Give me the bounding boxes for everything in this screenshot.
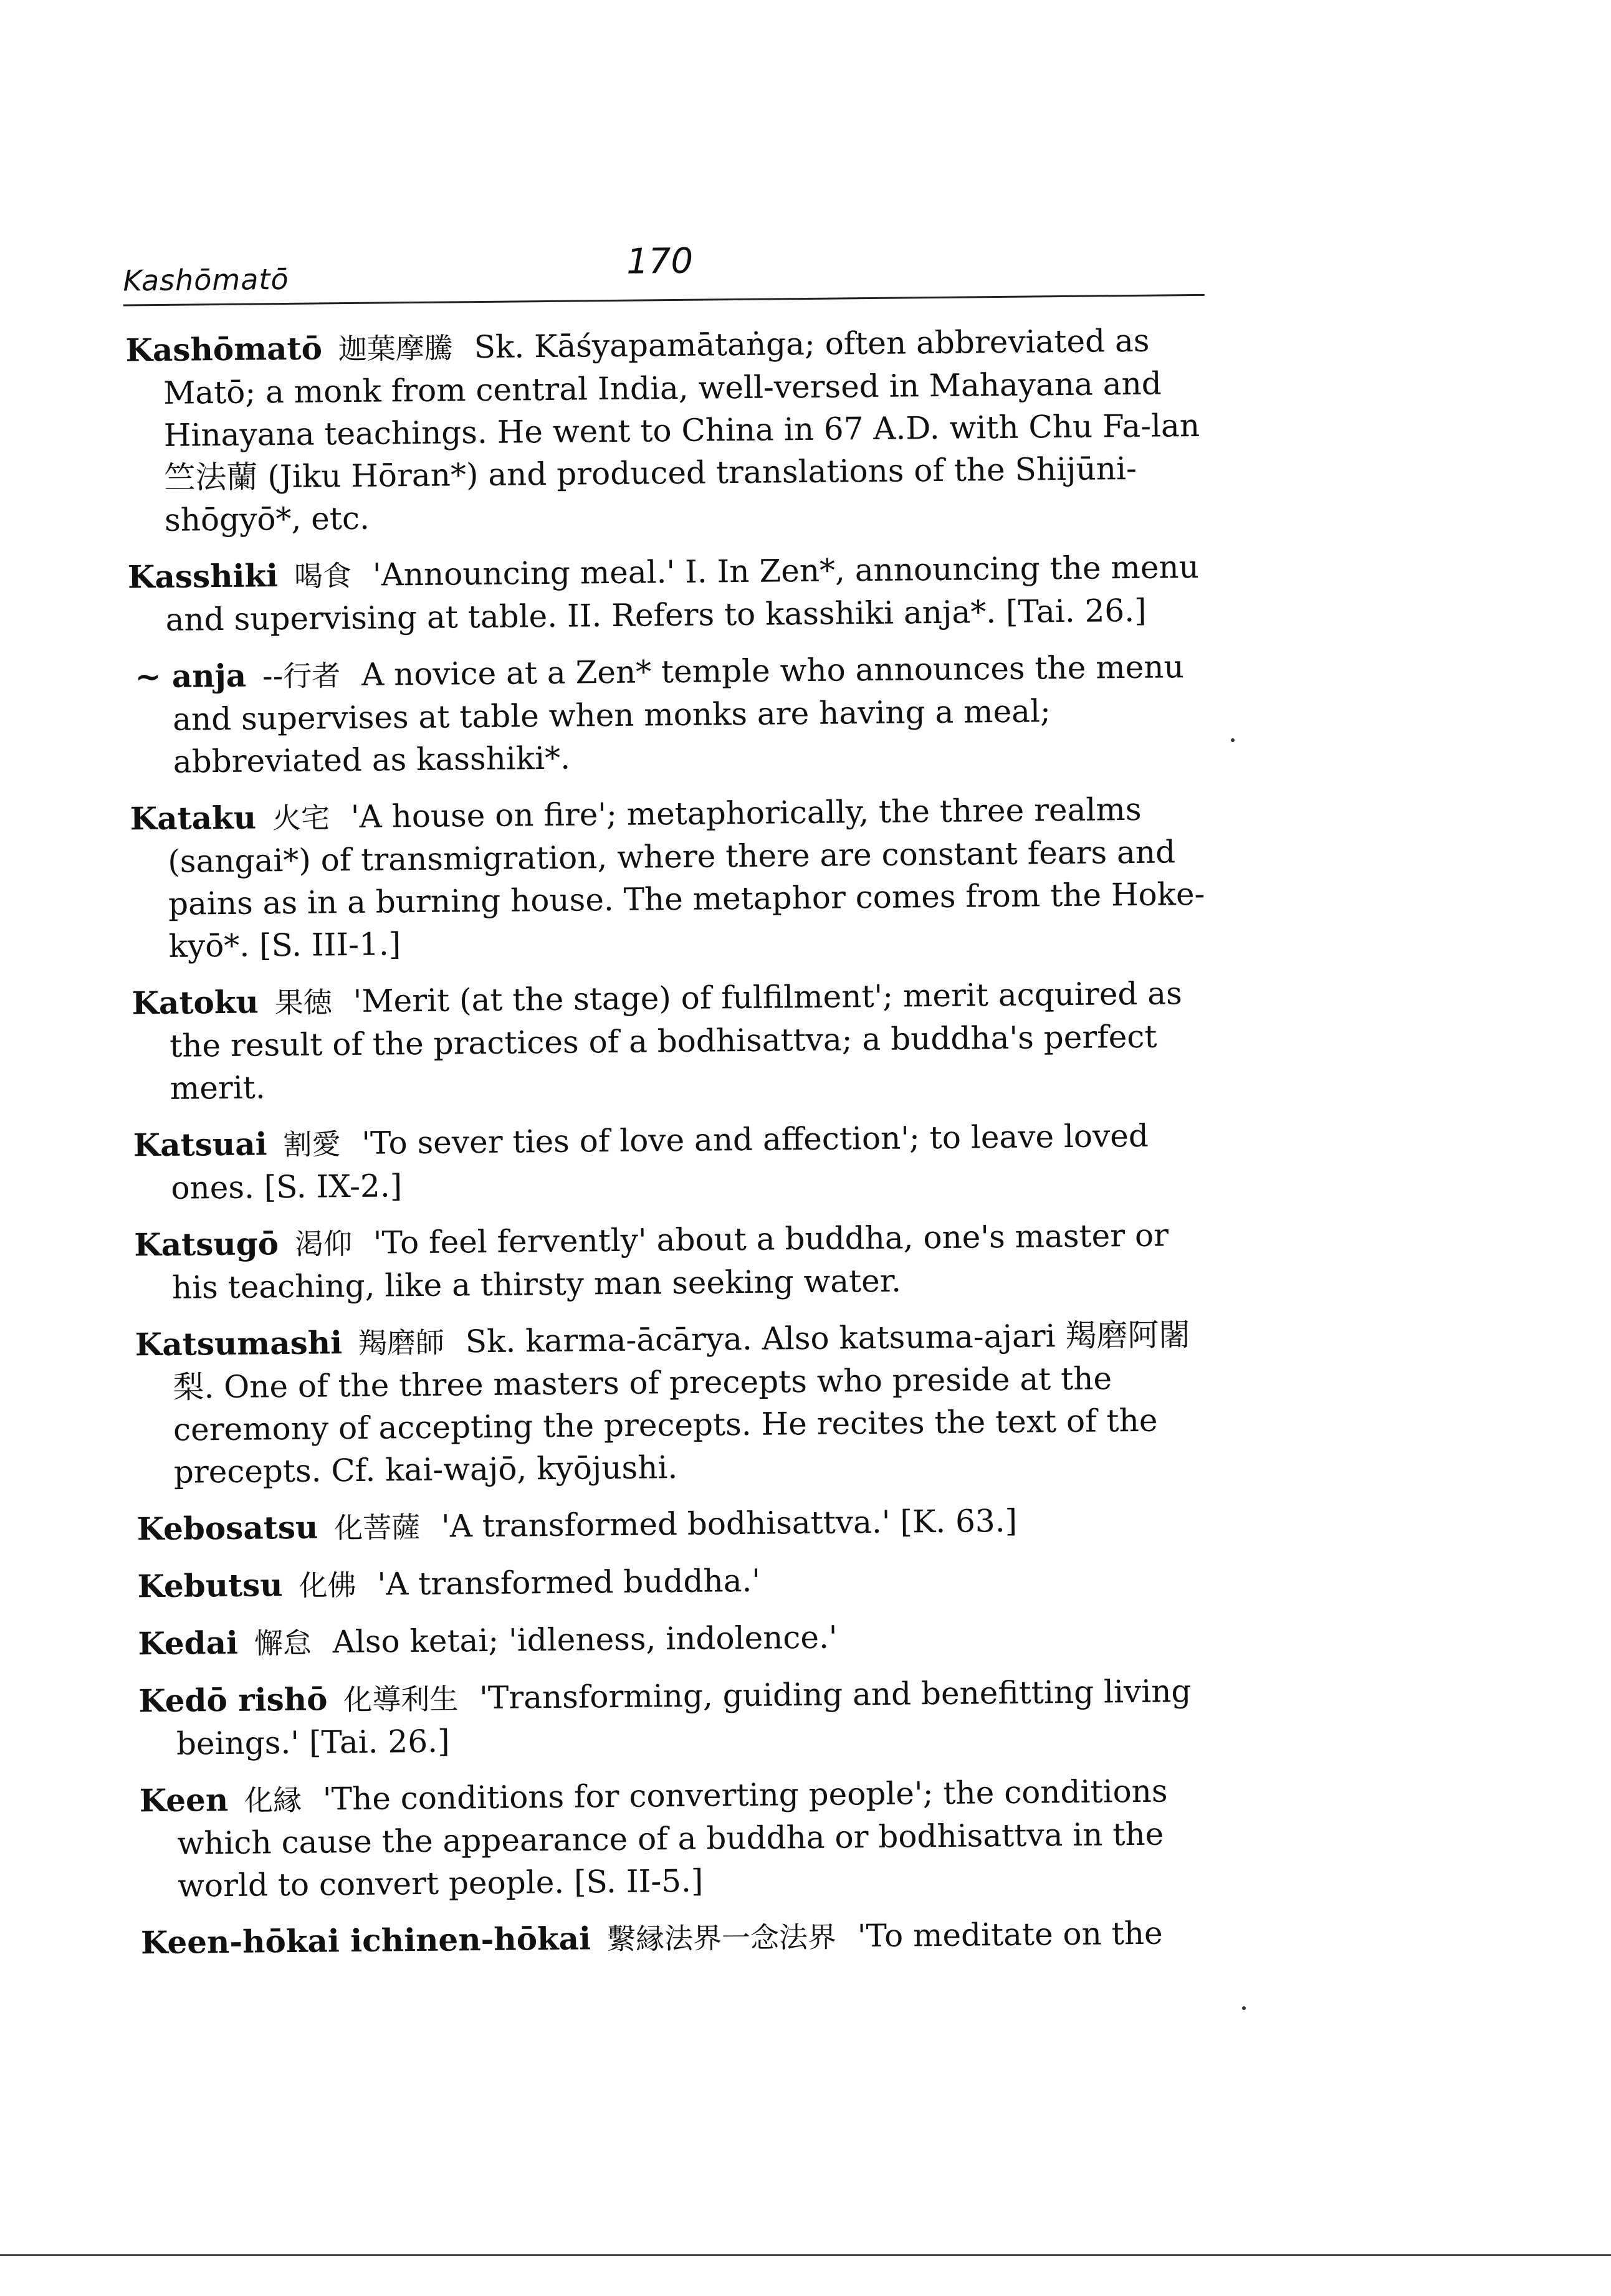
entry-kanji: 渇仰 [294, 1227, 353, 1261]
dictionary-entry [141, 1912, 1229, 1965]
entry-kanji: 果徳 [274, 985, 333, 1020]
entry-headword: Kataku [130, 799, 257, 837]
entry-definition: 'A transformed buddha.' [377, 1562, 761, 1603]
entry-definition: 'To sever ties of love and affection'; to leave loved ones. [S. IX-2.] [171, 1117, 1149, 1206]
entry-definition: 'A house on fire'; metaphorically, the three realms (sangai*) of transmigration, where there are constant fears and pains as in a burning house. The metaphor comes from the Hoke-kyō*. [S. III-1.] [168, 791, 1205, 965]
entry-definition: Also ketai; 'idleness, indolence.' [332, 1619, 838, 1660]
entry-kanji: 喝食 [294, 558, 352, 593]
dictionary-entry [133, 1114, 1221, 1210]
entry-headword: Katsugō [134, 1225, 279, 1264]
entry-kanji: 繫縁法界一念法界 [606, 1920, 837, 1956]
entry-kanji: 化菩薩 [333, 1510, 421, 1545]
entry-kanji: 割愛 [283, 1127, 341, 1162]
entry-definition: 'Announcing meal.' I. In Zen*, announcing the menu and supervising at table. II. Refers to kasshiki anja*. [Tai. 26.] [165, 548, 1200, 638]
entry-definition: Sk. Kāśyapamātaṅga; often abbreviated as Matō; a monk from central India, well-versed in Mahayana and Hinayana teachings. He went to China in 67 A.D. with Chu Fa-lan 竺法蘭 (Jiku Hōran*) and produced translations of the Shijūni-shōgyō*, etc. [163, 322, 1200, 538]
dictionary-entry [137, 1555, 1225, 1609]
scan-edge-line [0, 2254, 1611, 2256]
entry-headword: Kasshiki [127, 557, 279, 596]
entry-headword: Kashōmatō [125, 330, 323, 369]
entry-headword: Kedō rishō [138, 1680, 328, 1720]
entry-headword: Keen-hōkai ichinen-hōkai [140, 1920, 591, 1961]
entry-headword: Kedai [138, 1624, 239, 1662]
entry-kanji: 火宅 [272, 801, 330, 836]
scan-speck [1231, 738, 1235, 742]
entry-kanji: 化縁 [244, 1783, 302, 1817]
entry-definition: 'The conditions for converting people'; the conditions which cause the appearance of a buddha or bodhisattva in the world to convert people. [S. II-5.] [177, 1773, 1168, 1904]
entry-headword: Kebosatsu [136, 1508, 318, 1548]
entry-headword: Katoku [131, 983, 259, 1022]
dictionary-entries [125, 319, 1228, 1979]
entry-definition: 'Merit (at the stage) of fulfilment'; merit acquired as the result of the practices of a bodhisattva; a buddha's perfect merit. [169, 975, 1183, 1107]
page-number: 170 [626, 241, 694, 282]
entry-definition: A novice at a Zen* temple who announces the menu and supervises at table when monks are having a meal; abbreviated as kasshiki*. [172, 649, 1184, 780]
entry-definition: Sk. karma-ācārya. Also katsuma-ajari 羯磨阿闍梨. One of the three masters of precepts who preside at the ceremony of accepting the precepts. He recites the text of the precepts. Cf. kai-wajō, kyōjushi. [173, 1317, 1190, 1490]
dictionary-subentry [135, 645, 1217, 784]
entry-definition: 'To meditate on the [857, 1915, 1163, 1955]
entry-kanji: 迦葉摩騰 [338, 331, 454, 366]
entry-kanji: --行者 [262, 659, 341, 693]
dictionary-entry [138, 1670, 1226, 1766]
dictionary-entry [131, 972, 1220, 1110]
entry-definition: 'Transforming, guiding and benefitting living beings.' [Tai. 26.] [176, 1673, 1192, 1762]
entry-kanji: 化導利生 [343, 1682, 459, 1717]
dictionary-entry [140, 1770, 1228, 1908]
dictionary-entry [134, 1214, 1222, 1310]
entry-headword: Kebutsu [137, 1566, 283, 1605]
entry-definition: 'A transformed bodhisattva.' [K. 63.] [441, 1502, 1018, 1545]
entry-headword: ~ anja [135, 657, 247, 695]
dictionary-entry [130, 788, 1219, 968]
scan-speck [1242, 2006, 1246, 2010]
dictionary-entry [128, 546, 1216, 642]
running-head: Kashōmatō [123, 262, 289, 298]
dictionary-entry [125, 319, 1215, 542]
dictionary-entry [138, 1612, 1226, 1666]
dictionary-entry [136, 1498, 1225, 1551]
entry-headword: Katsuai [133, 1125, 267, 1164]
entry-kanji: 羯磨師 [358, 1325, 445, 1360]
entry-definition: 'To feel fervently' about a buddha, one's master or his teaching, like a thirsty man seeking water. [171, 1217, 1169, 1306]
page-header [123, 236, 1205, 297]
dictionary-entry [135, 1313, 1225, 1494]
entry-kanji: 化佛 [299, 1568, 356, 1603]
entry-kanji: 懈怠 [254, 1626, 312, 1660]
entry-headword: Keen [139, 1781, 229, 1819]
entry-headword: Katsumashi [135, 1324, 343, 1363]
